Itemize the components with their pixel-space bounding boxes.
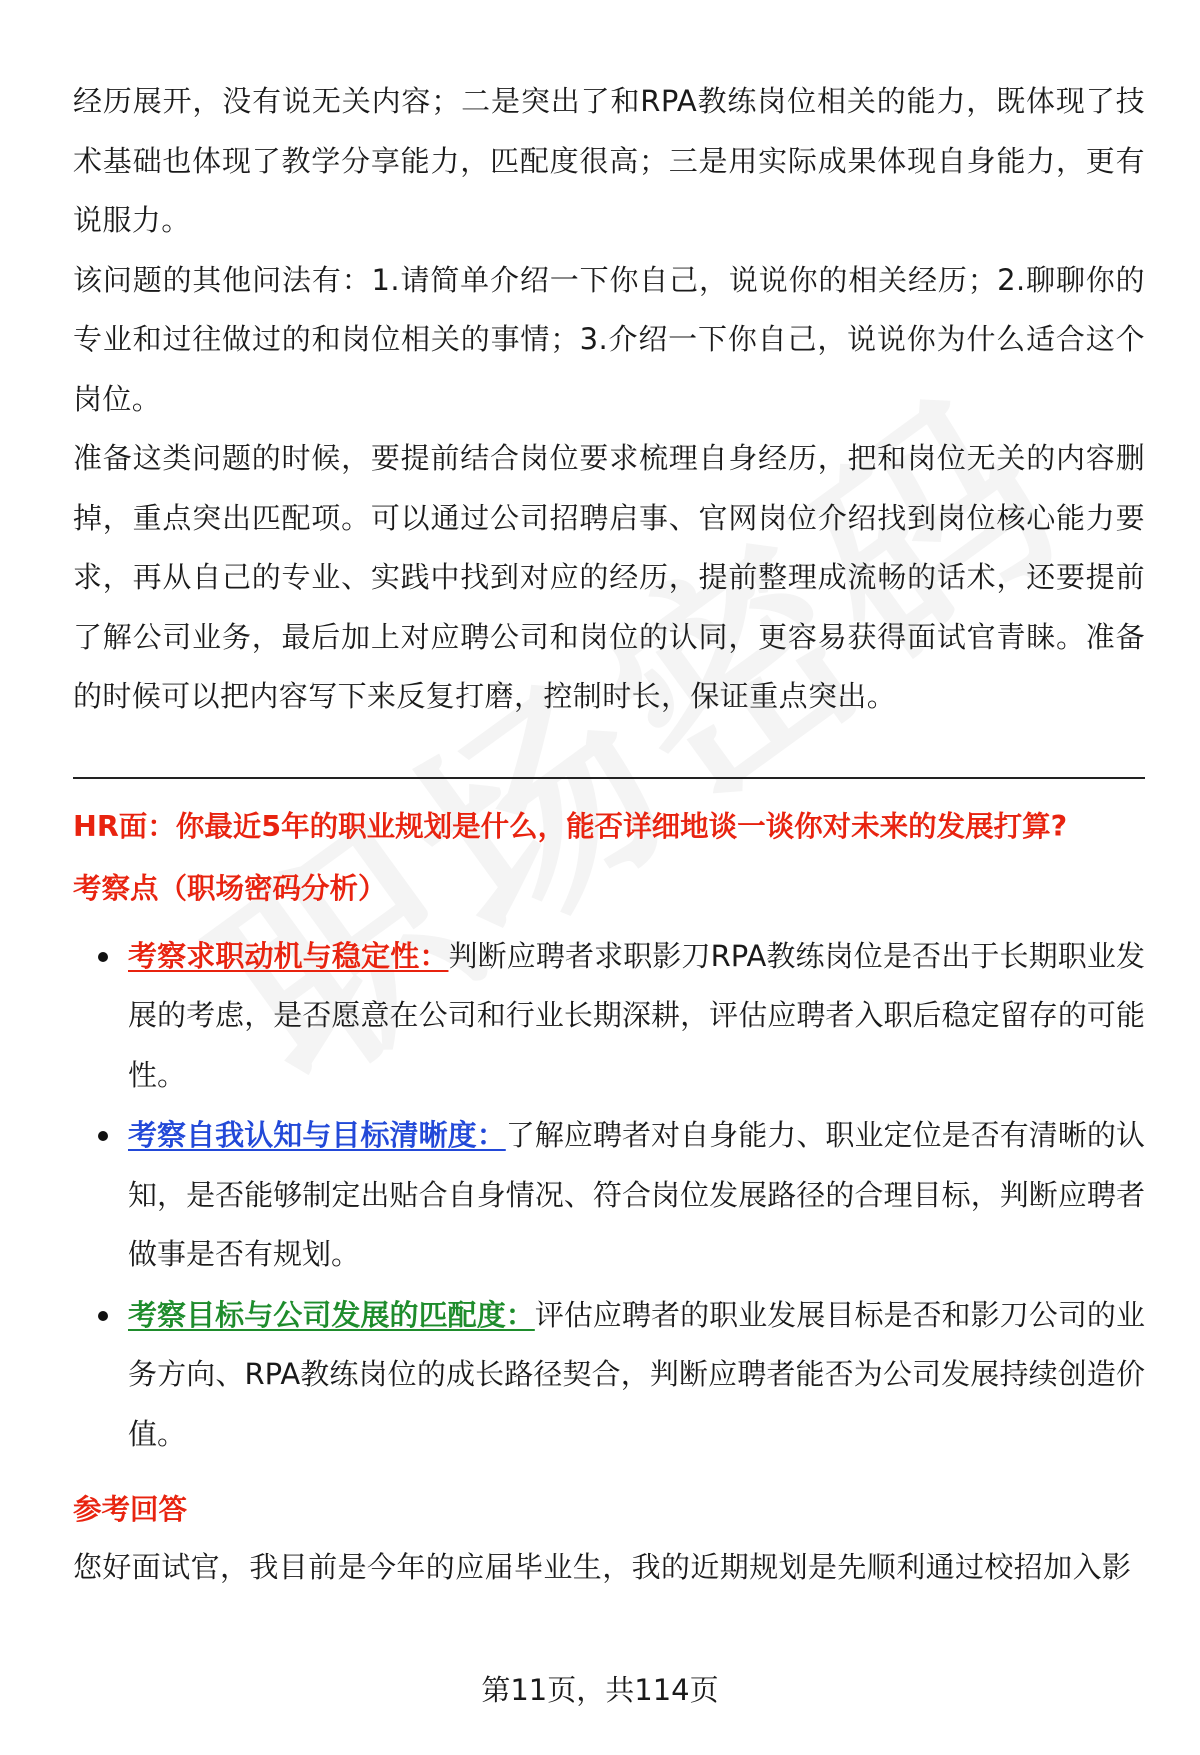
reference-answer-heading: 参考回答 (73, 1493, 188, 1526)
assessment-point (73, 927, 1145, 1106)
assessment-point (73, 1286, 1145, 1465)
interview-question: HR面：你最近5年的职业规划是什么，能否详细地谈一谈你对未来的发展打算? (73, 809, 1068, 843)
bullet-icon (98, 1311, 108, 1321)
paragraph-summary: 经历展开，没有说无关内容；二是突出了和RPA教练岗位相关的能力，既体现了技术基础也体现了教学分享能力，匹配度很高；三是用实际成果体现自身能力，更有说服力。 (73, 84, 1145, 237)
assessment-point-title: 考察求职动机与稳定性： (128, 938, 449, 973)
assessment-point-text: 了解应聘者对自身能力、职业定位是否有清晰的认知，是否能够制定出贴合自身情况、符合岗位发展路径的合理目标，判断应聘者做事是否有规划。 (128, 1118, 1145, 1271)
assessment-point-text: 判断应聘者求职影刀RPA教练岗位是否出于长期职业发展的考虑，是否愿意在公司和行业长期深耕，评估应聘者入职后稳定留存的可能性。 (128, 938, 1145, 1092)
assessment-points-list (73, 927, 1145, 1465)
section-divider (73, 777, 1145, 779)
document-body (73, 72, 1145, 1598)
bullet-icon (98, 952, 108, 962)
assessment-point-text: 评估应聘者的职业发展目标是否和影刀公司的业务方向、RPA教练岗位的成长路径契合，判断应聘者能否为公司发展持续创造价值。 (128, 1297, 1145, 1451)
reference-answer-text: 您好面试官，我目前是今年的应届毕业生，我的近期规划是先顺利通过校招加入影 (73, 1550, 1132, 1584)
assessment-point-title: 考察自我认知与目标清晰度： (128, 1118, 506, 1152)
paragraph-preparation-tips: 准备这类问题的时候，要提前结合岗位要求梳理自身经历，把和岗位无关的内容删掉，重点突出匹配项。可以通过公司招聘启事、官网岗位介绍找到岗位核心能力要求，再从自己的专业、实践中找到对应的经历，提前整理成流畅的话术，还要提前了解公司业务，最后加上对应聘公司和岗位的认同，更容易获得面试官青睐。准备的时候可以把内容写下来反复打磨，控制时长，保证重点突出。 (73, 441, 1145, 713)
assessment-points-heading: 考察点（职场密码分析） (73, 871, 387, 905)
page-number: 第11页，共114页 (481, 1673, 719, 1707)
paragraph-alternative-questions: 该问题的其他问法有：1.请简单介绍一下你自己，说说你的相关经历；2.聊聊你的专业和过往做过的和岗位相关的事情；3.介绍一下你自己，说说你为什么适合这个岗位。 (73, 262, 1145, 416)
bullet-icon (98, 1131, 108, 1141)
assessment-point (73, 1106, 1145, 1285)
assessment-point-title: 考察目标与公司发展的匹配度： (128, 1297, 535, 1332)
